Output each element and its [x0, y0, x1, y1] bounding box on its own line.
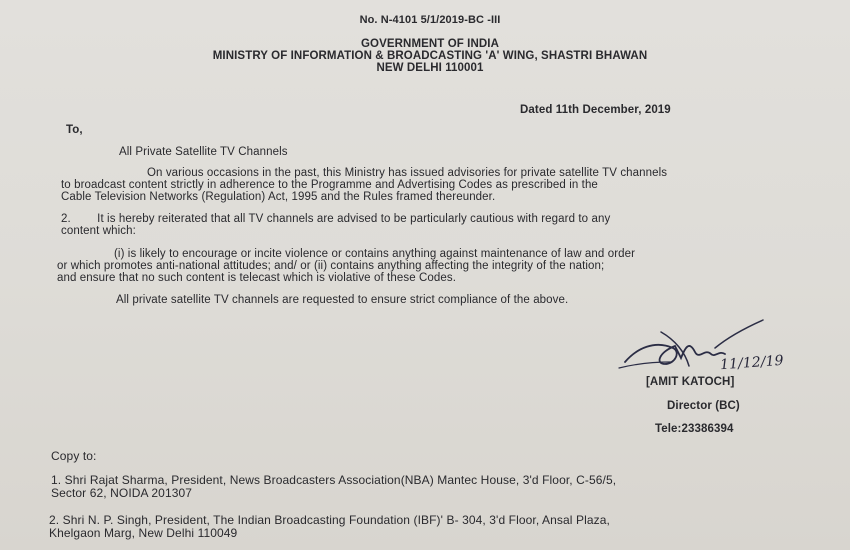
- paragraph-2-line-2: content which:: [61, 225, 136, 237]
- recipient: All Private Satellite TV Channels: [119, 146, 288, 158]
- reference-number: No. N-4101 5/1/2019-BC -III: [359, 14, 501, 26]
- paragraph-1-line-3: Cable Television Networks (Regulation) Act, 1995 and the Rules framed thereunder.: [61, 191, 496, 203]
- copy-to-item-1-line-2: Sector 62, NOIDA 201307: [51, 486, 193, 500]
- ministry-heading: MINISTRY OF INFORMATION & BROADCASTING 'A' WING, SHASTRI BHAWAN: [212, 50, 648, 62]
- letter-date: Dated 11th December, 2019: [520, 104, 671, 116]
- paragraph-3-line-3: and ensure that no such content is telecast which is violative of these Codes.: [57, 272, 457, 284]
- copy-to-item-2-line-2: Khelgaon Marg, New Delhi 110049: [49, 526, 238, 540]
- copy-to-item-1-line-1: 1. Shri Rajat Sharma, President, News Broadcasters Association(NBA) Mantec House, 3'd Floor, C-56/5,: [51, 473, 617, 487]
- signatory-designation: Director (BC): [667, 400, 740, 412]
- salutation: To,: [66, 124, 83, 136]
- signature-date: 11/12/19: [719, 352, 785, 374]
- copy-to-item-2-line-1: 2. Shri N. P. Singh, President, The Indian Broadcasting Foundation (IBF)' B- 304, 3'd Floor, Ansal Plaza,: [49, 513, 610, 527]
- paragraph-3-line-2: or which promotes anti-national attitudes; and/ or (ii) contains anything affecting the integrity of the nation;: [57, 260, 605, 272]
- paragraph-4: All private satellite TV channels are requested to ensure strict compliance of the above.: [116, 294, 569, 306]
- copy-to-heading: Copy to:: [51, 449, 97, 463]
- paragraph-1-line-2: to broadcast content strictly in adherence to the Programme and Advertising Codes as prescribed in the: [61, 179, 598, 191]
- paragraph-1-line-1: On various occasions in the past, this Ministry has issued advisories for private satellite TV channels: [147, 167, 668, 179]
- signatory-telephone: Tele:23386394: [655, 423, 734, 435]
- ministry-address: NEW DELHI 110001: [376, 62, 484, 74]
- government-heading: GOVERNMENT OF INDIA: [361, 38, 499, 50]
- paragraph-2-line-1: 2. It is hereby reiterated that all TV channels are advised to be particularly cautious with regard to any: [61, 213, 611, 225]
- paragraph-3-line-1: (i) is likely to encourage or incite violence or contains anything against maintenance of law and order: [114, 248, 636, 260]
- signatory-name: [AMIT KATOCH]: [646, 376, 735, 388]
